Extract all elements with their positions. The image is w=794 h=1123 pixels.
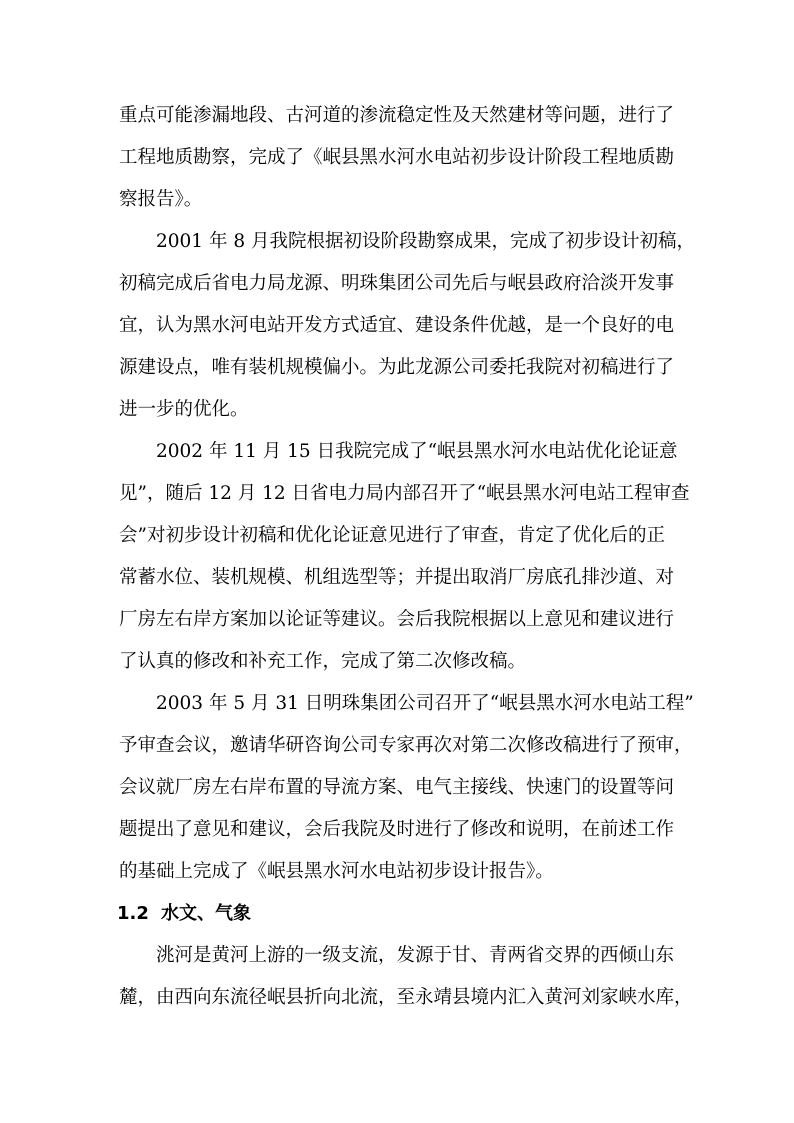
paragraph-3-line-6: 了认真的修改和补充工作，完成了第二次修改稿。 [119, 651, 527, 672]
section-number: 1.2 [117, 903, 149, 924]
paragraph-1-line-1: 重点可能渗漏地段、古河道的渗流稳定性及天然建材等问题，进行了 [119, 105, 675, 126]
paragraph-1-line-2: 工程地质勘察，完成了《岷县黑水河水电站初步设计阶段工程地质勘 [119, 147, 675, 168]
paragraph-4-line-1: 2003 年 5 月 31 日明珠集团公司召开了“岷县黑水河水电站工程” [156, 693, 694, 714]
paragraph-2-line-2: 初稿完成后省电力局龙源、明珠集团公司先后与岷县政府洽淡开发事 [119, 273, 675, 294]
paragraph-3-line-2: 见”，随后 12 月 12 日省电力局内部召开了“岷县黑水河电站工程审查 [119, 483, 690, 504]
section-paragraph-line-1: 洮河是黄河上游的一级支流，发源于甘、青两省交界的西倾山东 [156, 945, 675, 966]
paragraph-2-line-3: 宜，认为黑水河电站开发方式适宜、建设条件优越，是一个良好的电 [119, 315, 675, 336]
paragraph-4-line-2: 予审查会议，邀请华研咨询公司专家再次对第二次修改稿进行了预审， [119, 735, 693, 756]
section-heading [117, 902, 251, 926]
paragraph-4-line-3: 会议就厂房左右岸布置的导流方案、电气主接线、快速门的设置等问 [119, 777, 675, 798]
paragraph-1-line-3: 察报告》。 [119, 189, 203, 210]
paragraph-4-line-5: 的基础上完成了《岷县黑水河水电站初步设计报告》。 [119, 861, 554, 882]
paragraph-3-line-1: 2002 年 11 月 15 日我院完成了“岷县黑水河水电站优化论证意 [156, 441, 678, 462]
paragraph-3-line-4: 常蓄水位、装机规模、机组选型等；并提出取消厂房底孔排沙道、对 [119, 567, 675, 588]
paragraph-2-line-1: 2001 年 8 月我院根据初设阶段勘察成果，完成了初步设计初稿， [156, 231, 695, 252]
section-paragraph-line-2: 麓，由西向东流径岷县折向北流，至永靖县境内汇入黄河刘家峡水库， [119, 987, 693, 1008]
paragraph-2-line-5: 进一步的优化。 [119, 399, 249, 420]
section-title: 水文、气象 [161, 903, 251, 924]
paragraph-3-line-5: 厂房左右岸方案加以论证等建议。会后我院根据以上意见和建议进行 [119, 609, 675, 630]
paragraph-2-line-4: 源建设点，唯有装机规模偏小。为此龙源公司委托我院对初稿进行了 [119, 357, 675, 378]
paragraph-3-line-3: 会”对初步设计初稿和优化论证意见进行了审查，肯定了优化后的正 [119, 525, 665, 546]
paragraph-4-line-4: 题提出了意见和建议，会后我院及时进行了修改和说明，在前述工作 [119, 819, 675, 840]
